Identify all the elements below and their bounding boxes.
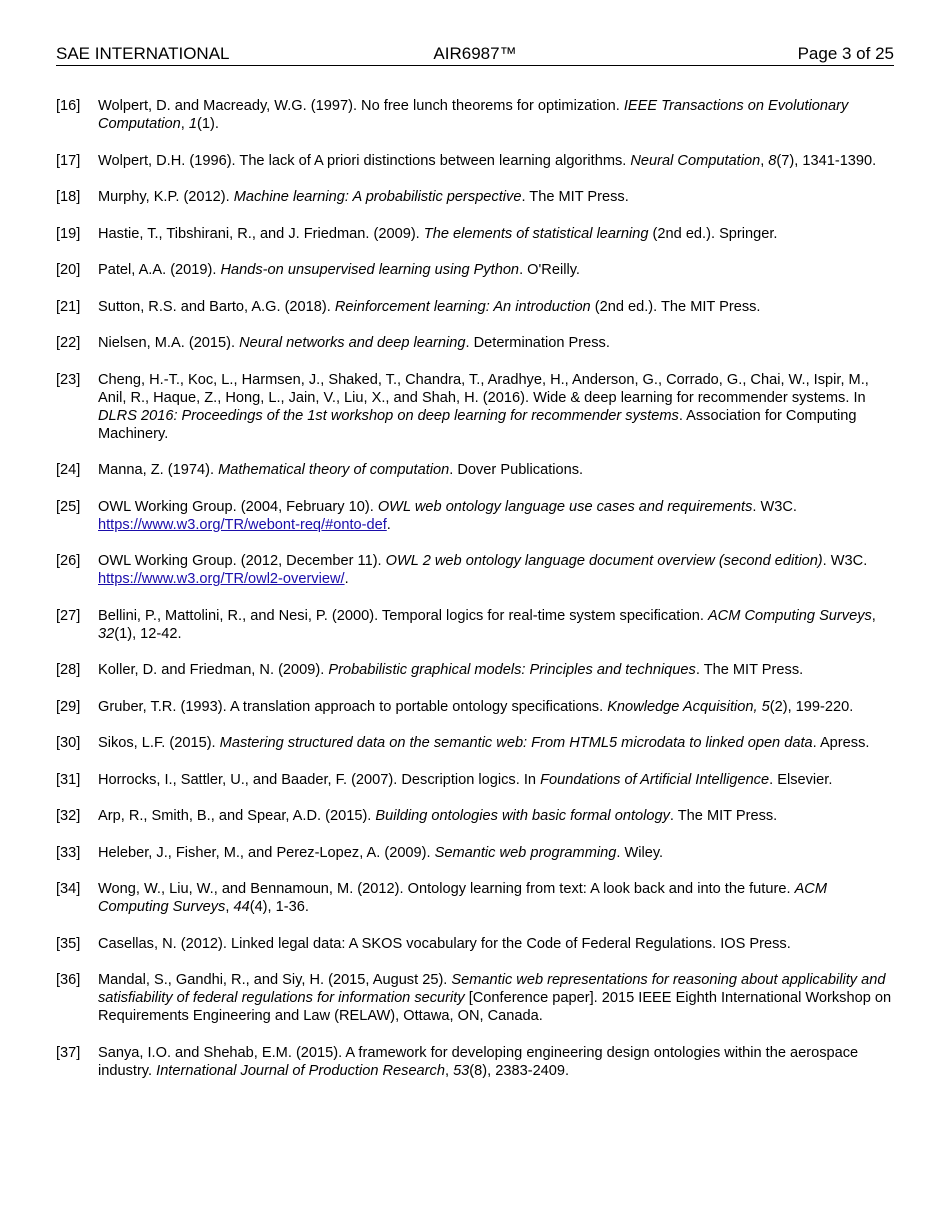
reference-segment: OWL Working Group. (2012, December 11). [98,553,386,569]
reference-segment: Heleber, J., Fisher, M., and Perez-Lopez, A. (2009). [98,844,435,861]
reference-number: [21] [56,298,81,315]
reference-number: [25] [56,498,81,515]
reference-number: [24] [56,462,81,478]
reference-item [56,461,894,479]
reference-segment: Murphy, K.P. (2012). [98,189,234,205]
reference-text [98,261,894,279]
reference-segment: Gruber, T.R. (1993). A translation approach to portable ontology specifications. [98,698,608,715]
reference-text [98,971,894,1025]
reference-number: [20] [56,262,81,278]
reference-italic-segment: 53 [453,1062,470,1079]
reference-segment: (1), 12-42. [114,625,182,642]
reference-text [98,935,894,953]
reference-text [98,152,894,170]
reference-italic-segment: The elements of statistical learning [423,225,649,242]
reference-italic-segment: Mastering structured data on the semantic web: From HTML5 microdata to linked open data [219,735,813,751]
reference-segment: , [225,899,234,915]
reference-number: [17] [56,152,81,169]
reference-text [98,498,894,534]
reference-list [56,97,894,1098]
reference-text [98,607,894,643]
reference-text [98,734,894,752]
reference-item [56,880,894,916]
reference-item [56,807,894,825]
reference-segment: Arp, R., Smith, B., and Spear, A.D. (2015). [98,808,376,824]
reference-segment: Wong, W., Liu, W., and Bennamoun, M. (2012). Ontology learning from text: A look back and into the future. [98,881,795,897]
reference-italic-segment: Mathematical theory of computation [218,462,450,478]
reference-item [56,844,894,862]
reference-segment: , [871,607,876,624]
reference-number: [31] [56,771,81,788]
reference-segment: Nielsen, M.A. (2015). [98,335,240,351]
reference-segment: Sutton, R.S. and Barto, A.G. (2018). [98,298,335,315]
reference-segment: OWL Working Group. (2004, February 10). [98,498,378,515]
reference-segment: . The MIT Press. [669,808,778,824]
reference-number: [33] [56,844,81,861]
reference-text [98,225,894,243]
reference-segment: . Determination Press. [465,335,610,351]
reference-segment: . W3C. [752,498,797,515]
reference-italic-segment: ACM Computing Surveys [707,607,872,624]
reference-italic-segment: Reinforcement learning: An introduction [334,298,591,315]
reference-segment: Wolpert, D.H. (1996). The lack of A priori distinctions between learning algorithms. [98,152,631,169]
reference-segment: Horrocks, I., Sattler, U., and Baader, F. (2007). Description logics. In [98,771,541,788]
reference-item [56,935,894,953]
reference-italic-segment: Neural Computation [630,152,761,169]
reference-segment: . Wiley. [616,844,664,861]
reference-segment: Wolpert, D. and Macready, W.G. (1997). No free lunch theorems for optimization. [98,98,624,114]
reference-number: [32] [56,808,81,824]
reference-segment: (2nd ed.). The MIT Press. [590,298,761,315]
reference-item [56,771,894,789]
reference-link[interactable]: https://www.w3.org/TR/owl2-overview/ [98,571,345,587]
reference-segment: . [386,516,391,533]
reference-text [98,698,894,716]
reference-text [98,371,894,443]
reference-segment: . The MIT Press. [521,189,629,205]
reference-segment: . Apress. [812,735,870,751]
reference-segment: . [344,571,349,587]
reference-text [98,661,894,679]
reference-item [56,371,894,443]
reference-segment: Koller, D. and Friedman, N. (2009). [98,662,329,678]
reference-text [98,552,894,588]
reference-italic-segment: 44 [233,899,250,915]
reference-item [56,152,894,170]
reference-segment: . W3C. [822,553,868,569]
reference-segment: Manna, Z. (1974). [98,462,219,478]
reference-italic-segment: Building ontologies with basic formal ontology [375,808,670,824]
reference-segment: Sikos, L.F. (2015). [98,735,220,751]
reference-item [56,225,894,243]
reference-item [56,661,894,679]
reference-italic-segment: Hands-on unsupervised learning using Python [220,262,520,278]
reference-segment: Casellas, N. (2012). Linked legal data: A SKOS vocabulary for the Code of Federal Regulations. IOS Press. [98,935,791,952]
reference-segment: (8), 2383-2409. [469,1062,570,1079]
reference-italic-segment: 32 [98,625,115,642]
reference-item [56,498,894,534]
reference-number: [29] [56,698,81,715]
reference-item [56,1044,894,1080]
reference-italic-segment: 1 [188,116,197,132]
reference-item [56,188,894,206]
reference-segment: (1). [196,116,219,132]
reference-text [98,771,894,789]
reference-number: [26] [56,553,81,569]
header-org: SAE INTERNATIONAL [56,44,230,63]
reference-segment: Cheng, H.-T., Koc, L., Harmsen, J., Shaked, T., Chandra, T., Aradhye, H., Anderson, G., Corrado, G., Chai, W., Ispir, M., Anil, R., Haque, Z., Hong, L., Jain, V., Liu, X., and Shah, H. (2016). Wide & deep learning for recommender systems. In [98,371,869,406]
reference-segment: (2), 199-220. [769,698,854,715]
reference-italic-segment: Semantic web representations for reasoning about applicability and satisfiability of federal regulations for information security [98,972,886,1006]
reference-segment: Hastie, T., Tibshirani, R., and J. Friedman. (2009). [98,225,424,242]
reference-item [56,97,894,133]
reference-link[interactable]: https://www.w3.org/TR/webont-req/#onto-def [98,516,387,533]
reference-italic-segment: Probabilistic graphical models: Principles and techniques [328,662,696,678]
reference-item [56,971,894,1025]
reference-italic-segment: 8 [768,152,777,169]
reference-item [56,734,894,752]
reference-italic-segment: IEEE Transactions on Evolutionary Computation [98,98,849,132]
reference-italic-segment: OWL web ontology language use cases and requirements [377,498,753,515]
reference-number: [22] [56,335,81,351]
reference-segment: . O'Reilly. [519,262,580,278]
reference-item [56,261,894,279]
reference-number: [37] [56,1044,81,1061]
reference-text [98,1044,894,1080]
reference-italic-segment: Machine learning: A probabilistic perspective [233,189,522,205]
reference-segment: Mandal, S., Gandhi, R., and Siy, H. (2015, August 25). [98,972,452,988]
reference-italic-segment: International Journal of Production Research [156,1062,445,1079]
reference-number: [35] [56,935,81,952]
reference-text [98,298,894,316]
reference-segment: . Dover Publications. [449,462,584,478]
reference-segment: Bellini, P., Mattolini, R., and Nesi, P. (2000). Temporal logics for real-time system specification. [98,607,708,624]
reference-item [56,607,894,643]
reference-text [98,844,894,862]
header-page-number: Page 3 of 25 [797,44,894,63]
reference-text [98,334,894,352]
reference-italic-segment: OWL 2 web ontology language document overview (second edition) [385,553,823,569]
reference-segment: , [444,1062,454,1079]
reference-italic-segment: Semantic web programming [434,844,617,861]
reference-segment: (2nd ed.). Springer. [648,225,778,242]
reference-segment: Sanya, I.O. and Shehab, E.M. (2015). A framework for developing engineering design ontologies within the aerospace industry. [98,1044,859,1079]
reference-number: [34] [56,881,81,897]
reference-number: [36] [56,972,81,988]
reference-italic-segment: Foundations of Artificial Intelligence [540,771,770,788]
reference-italic-segment: ACM Computing Surveys [98,881,827,915]
reference-segment: . Association for Computing Machinery. [98,407,857,442]
reference-segment: . Elsevier. [769,771,833,788]
reference-number: [18] [56,189,81,205]
reference-italic-segment: DLRS 2016: Proceedings of the 1st workshop on deep learning for recommender systems [98,407,679,424]
header-doc-id: AIR6987™ [433,44,517,63]
reference-number: [23] [56,371,81,388]
reference-text [98,880,894,916]
reference-item [56,298,894,316]
reference-text [98,461,894,479]
reference-number: [30] [56,735,81,751]
reference-item [56,552,894,588]
reference-item [56,334,894,352]
reference-number: [27] [56,607,81,624]
reference-italic-segment: Knowledge Acquisition, 5 [607,698,770,715]
reference-number: [19] [56,225,81,242]
reference-item [56,698,894,716]
reference-segment: , [180,116,189,132]
reference-segment: . The MIT Press. [695,662,804,678]
reference-segment: [Conference paper]. 2015 IEEE Eighth International Workshop on Requirements Engineering and Law (RELAW), Ottawa, ON, Canada. [98,990,892,1024]
reference-number: [28] [56,662,81,678]
page-header [56,43,894,66]
reference-text [98,807,894,825]
reference-segment: Patel, A.A. (2019). [98,262,221,278]
reference-text [98,97,894,133]
reference-segment: (4), 1-36. [249,899,309,915]
reference-text [98,188,894,206]
reference-segment: (7), 1341-1390. [776,152,877,169]
reference-segment: , [760,152,769,169]
reference-italic-segment: Neural networks and deep learning [239,335,466,351]
reference-number: [16] [56,98,81,114]
